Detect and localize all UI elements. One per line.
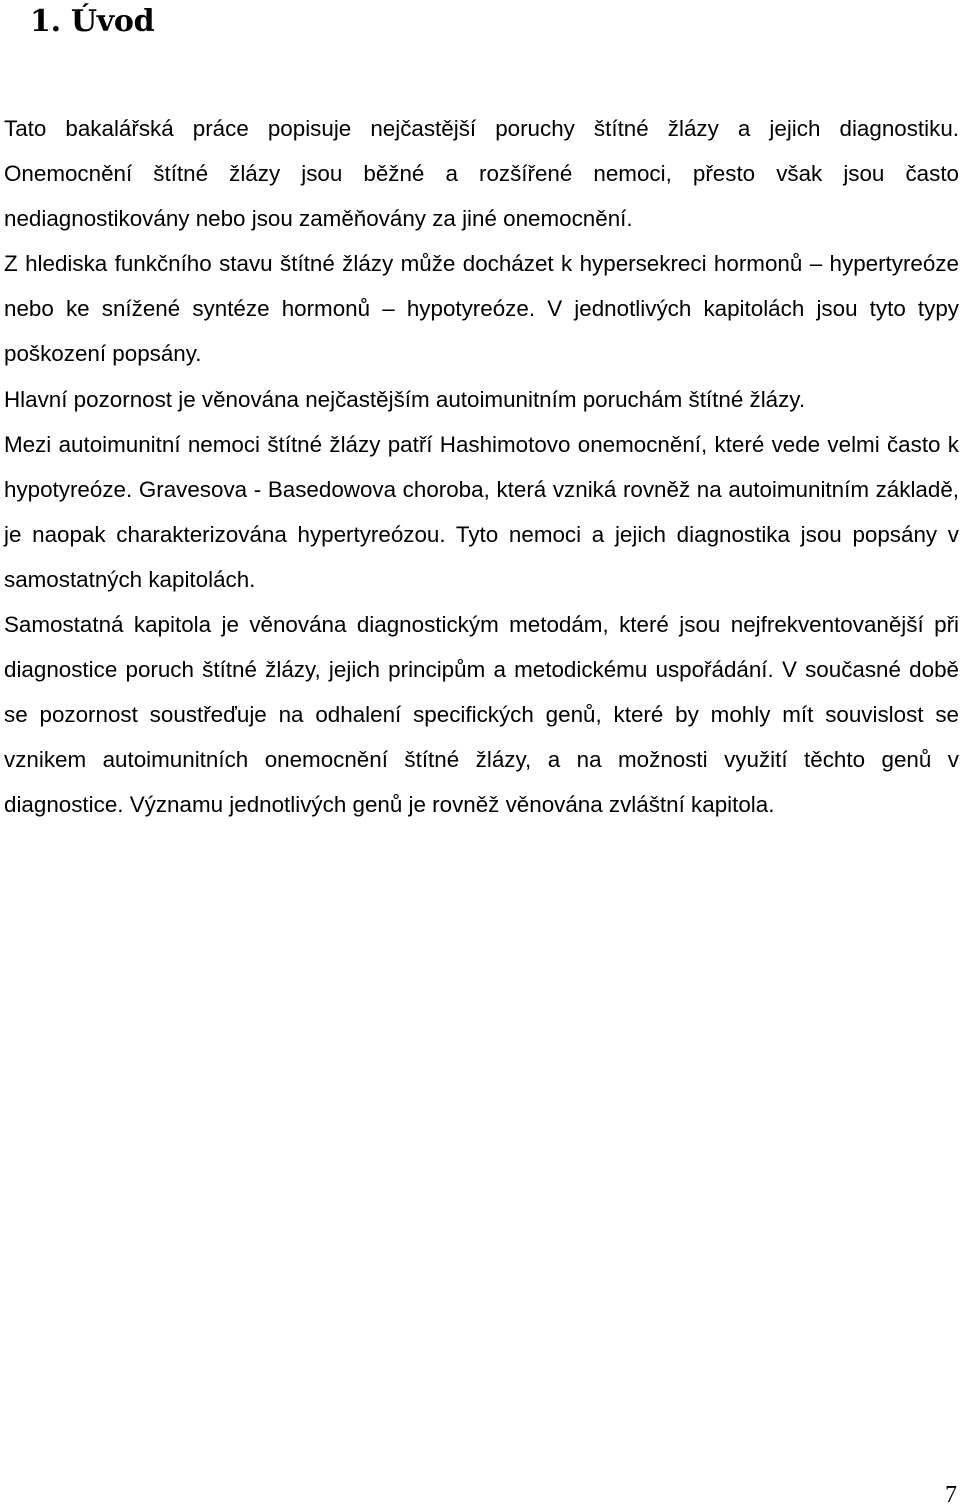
body-text	[4, 106, 959, 828]
paragraph-diagnostic-methods: Samostatná kapitola je věnována diagnostickým metodám, které jsou nejfrekventovanější při diagnostice poruch štítné žlázy, jejich principům a metodickému uspořádání. V současné době se pozornost soustřeďuje na odhalení specifických genů, které by mohly mít souvislost se vznikem autoimunitních onemocnění štítné žlázy, a na možnosti využití těchto genů v diagnostice. Významu jednotlivých genů je rovněž věnována zvláštní kapitola.	[4, 612, 959, 818]
paragraph-intro: Tato bakalářská práce popisuje nejčastější poruchy štítné žlázy a jejich diagnostiku. Onemocnění štítné žlázy jsou běžné a rozšířené nemoci, přesto však jsou často nediagnostikovány nebo jsou zaměňovány za jiné onemocnění.	[4, 116, 959, 232]
paragraph-autoimmune-diseases: Mezi autoimunitní nemoci štítné žlázy patří Hashimotovo onemocnění, které vede velmi často k hypotyreóze. Gravesova - Basedowova choroba, která vzniká rovněž na autoimunitním základě, je naopak charakterizována hypertyreózou. Tyto nemoci a jejich diagnostika jsou popsány v samostatných kapitolách.	[4, 431, 959, 592]
chapter-heading: 1. Úvod	[30, 4, 155, 39]
paragraph-main-focus: Hlavní pozornost je věnována nejčastějším autoimunitním poruchám štítné žlázy.	[4, 386, 806, 412]
paragraph-functional-state: Z hlediska funkčního stavu štítné žlázy může docházet k hypersekreci hormonů – hypertyreóze nebo ke snížené syntéze hormonů – hypotyreóze. V jednotlivých kapitolách jsou tyto typy poškození popsány.	[4, 251, 959, 367]
page-number: 7	[945, 1482, 957, 1508]
